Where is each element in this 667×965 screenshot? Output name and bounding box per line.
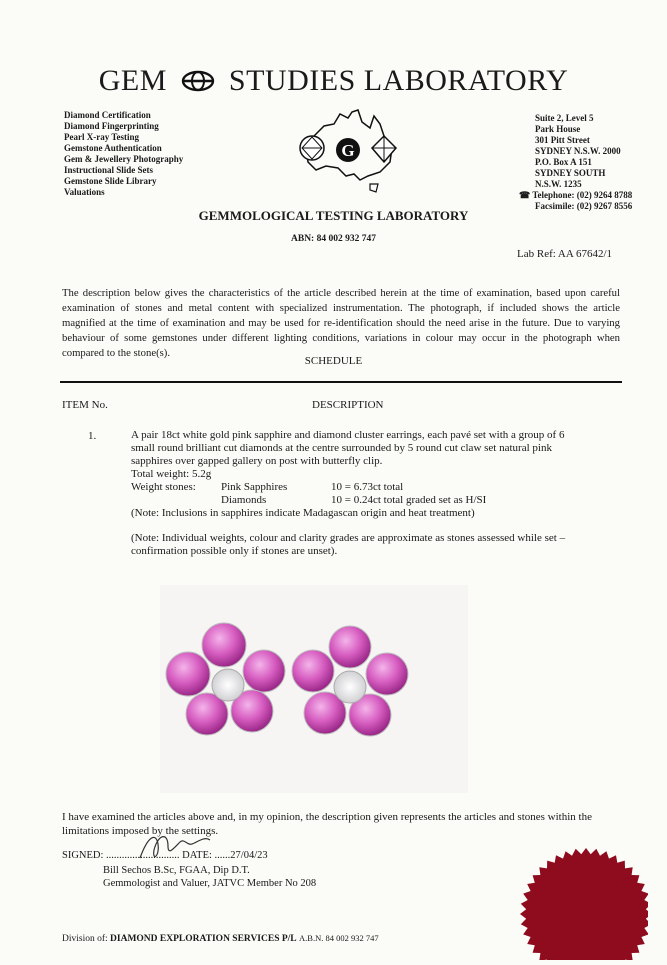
australia-map-logo: [296, 106, 400, 199]
service-item: Gem & Jewellery Photography: [64, 154, 184, 164]
note-origin: (Note: Inclusions in sapphires indicate Madagascan origin and heat treatment): [131, 507, 475, 519]
signer-title: Gemmologist and Valuer, JATVC Member No 208: [103, 878, 317, 889]
service-item: Gemstone Authentication: [64, 143, 162, 153]
round-diamond-icon: [300, 136, 324, 160]
address-line: SYDNEY SOUTH: [535, 168, 606, 178]
examination-statement: I have examined the articles above and, in my opinion, the description given represents the articles and stones within the limitations imposed by the settings.: [62, 811, 592, 837]
weight-row-pink: Weight stones: Pink Sapphires 10 = 6.73ct total: [131, 481, 404, 493]
service-item: Gemstone Slide Library: [64, 176, 157, 186]
earring-left: [166, 623, 285, 735]
earring-right: [292, 626, 408, 736]
service-item: Diamond Fingerprinting: [64, 121, 159, 131]
weight-row-diamond: Diamonds 10 = 0.24ct total graded set as H/SI: [221, 494, 487, 506]
address-line: 301 Pitt Street: [535, 135, 590, 145]
address-line: Suite 2, Level 5: [535, 113, 594, 123]
division-line: Division of: DIAMOND EXPLORATION SERVICES P/L A.B.N. 84 002 932 747: [62, 933, 379, 944]
logo-letter: G: [341, 141, 355, 160]
description-text: A pair 18ct white gold pink sapphire and diamond cluster earrings, each pavé set with a group of 6 small round brilliant cut diamonds at the centre surrounded by 5 round cut claw set natural pink sapphires over gapped gallery on post with butterfly clip.: [131, 429, 565, 467]
divider: [60, 381, 622, 383]
item-description: [131, 429, 581, 558]
item-number: 1.: [88, 430, 97, 442]
telephone-icon: ☎: [519, 190, 533, 200]
signer-name: Bill Sechos B.Sc, FGAA, Dip D.T.: [103, 865, 250, 876]
address-block: [519, 113, 633, 212]
facsimile-line: Facsimile: (02) 9267 8556: [535, 201, 633, 211]
item-header: ITEM No.: [62, 399, 108, 411]
lab-ref: Lab Ref: AA 67642/1: [517, 248, 613, 260]
abn: ABN: 84 002 932 747: [291, 234, 376, 244]
title-left: GEM: [98, 64, 167, 97]
address-line: P.O. Box A 151: [535, 157, 592, 167]
total-weight: Total weight: 5.2g: [131, 468, 212, 480]
address-line: SYDNEY N.S.W. 2000: [535, 146, 621, 156]
lab-title: [0, 64, 667, 101]
telephone-line: ☎ Telephone: (02) 9264 8788: [519, 190, 633, 200]
service-item: Instructional Slide Sets: [64, 165, 154, 175]
signer-block: [103, 864, 316, 890]
service-item: Diamond Certification: [64, 110, 151, 120]
earrings-photo: [160, 585, 468, 793]
services-list: [64, 110, 183, 198]
description-header: DESCRIPTION: [312, 399, 384, 411]
subtitle: GEMMOLOGICAL TESTING LABORATORY: [198, 208, 469, 223]
cut-diamond-icon: [372, 136, 396, 162]
intro-paragraph: The description below gives the characteristics of the article described herein at the time of examination, based upon careful examination of stones and metal content with specialized instrumentation. The photograph, if included shows the article magnified at the time of examination and may be used for re-identification should the need arise in the future. Due to varying behaviour of some gemstones under different lighting conditions, variations in colour may occur in the photograph when compared to the stone(s).: [62, 287, 620, 359]
address-line: Park House: [535, 124, 581, 134]
signed-line: SIGNED: ............................ DATE: ......27/04/23: [62, 850, 268, 861]
schedule-heading: SCHEDULE: [304, 355, 363, 367]
service-item: Pearl X-ray Testing: [64, 132, 139, 142]
service-item: Valuations: [64, 187, 105, 197]
title-right: STUDIES LABORATORY: [228, 64, 569, 97]
note-weights: (Note: Individual weights, colour and clarity grades are approximate as stones assessed while set – confirmation possible only if stones are unset).: [131, 532, 566, 557]
address-line: N.S.W. 1235: [535, 179, 582, 189]
crosshair-logo-icon: [181, 67, 215, 101]
wax-seal: [508, 836, 648, 965]
